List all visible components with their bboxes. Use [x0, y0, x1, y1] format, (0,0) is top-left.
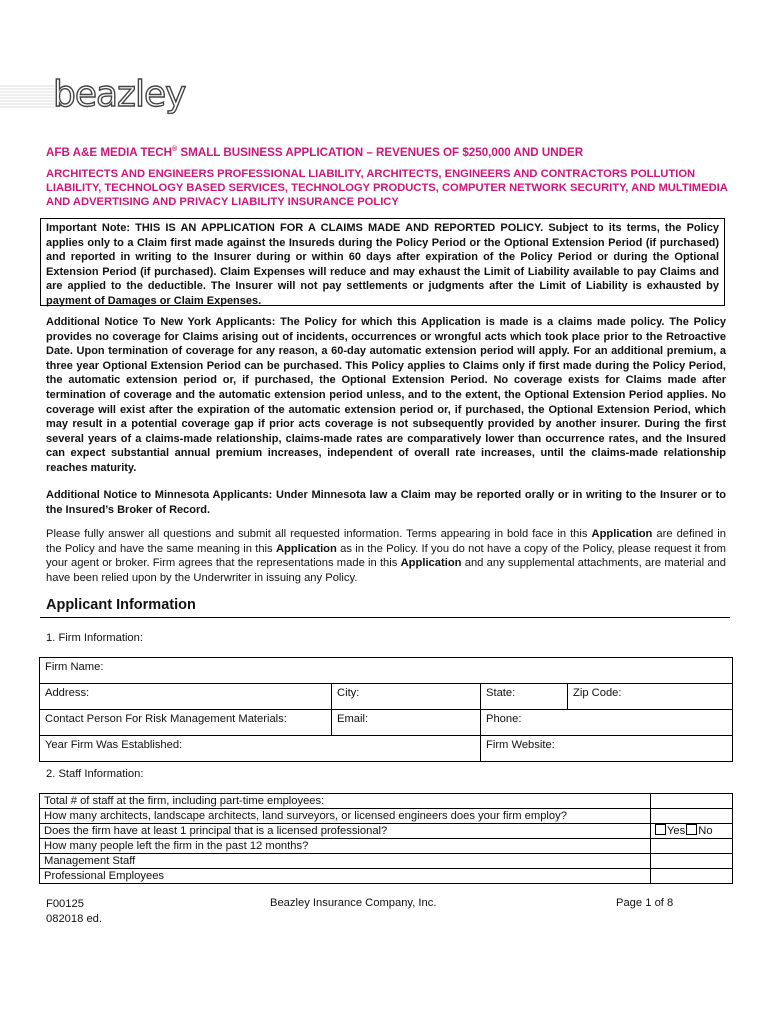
- staff-question-left: How many people left the firm in the past 12 months?: [40, 839, 651, 854]
- no-label: No: [698, 825, 713, 837]
- staff-information-table: [39, 793, 733, 884]
- no-checkbox[interactable]: [686, 824, 697, 835]
- staff-question-principal: Does the firm have at least 1 principal that is a licensed professional?: [40, 824, 651, 839]
- staff-answer-professional[interactable]: [651, 869, 733, 884]
- staff-question-total: Total # of staff at the firm, including part-time employees:: [40, 794, 651, 809]
- important-note: Important Note: THIS IS AN APPLICATION FOR A CLAIMS MADE AND REPORTED POLICY. Subject to its terms, the Policy applies only to a Claim first made against the Insureds during the Policy Period or the Optional Extension Period (if purchased) and reported in writing to the Insurer during or within 60 days after expiration of the Policy Period or during the Optional Extension Period (if purchased). Claim Expenses will reduce and may exhaust the Limit of Liability available to pay Claims and are applied to the deductible. The Insurer will not pay settlements or judgments after the Limit of Liability is exhausted by payment of Damages or Claim Expenses.: [40, 218, 725, 306]
- firm-name-field[interactable]: Firm Name:: [40, 658, 733, 684]
- staff-answer-management[interactable]: [651, 854, 733, 869]
- state-field[interactable]: State:: [481, 684, 568, 710]
- staff-answer-left[interactable]: [651, 839, 733, 854]
- form-title: AFB A&E MEDIA TECH® SMALL BUSINESS APPLICATION – REVENUES OF $250,000 AND UNDER: [46, 146, 584, 159]
- yes-label: Yes: [667, 825, 686, 837]
- staff-answer-total[interactable]: [651, 794, 733, 809]
- question-2-label: 2. Staff Information:: [46, 768, 144, 780]
- form-subtitle: ARCHITECTS AND ENGINEERS PROFESSIONAL LIABILITY, ARCHITECTS, ENGINEERS AND CONTRACTORS POLLUTION LIABILITY, TECHNOLOGY BASED SERVICES, TECHNOLOGY PRODUCTS, COMPUTER NETWORK SECURITY, AND MULTIMEDIA AND ADVERTISING AND PRIVACY LIABILITY INSURANCE POLICY: [46, 168, 728, 208]
- contact-person-field[interactable]: Contact Person For Risk Management Materials:: [40, 710, 332, 736]
- year-established-field[interactable]: Year Firm Was Established:: [40, 736, 481, 762]
- question-1-label: 1. Firm Information:: [46, 632, 143, 644]
- beazley-logo: [0, 74, 200, 114]
- yes-checkbox[interactable]: [655, 824, 666, 835]
- section-heading-applicant-information: Applicant Information: [46, 597, 196, 613]
- form-number: F00125: [46, 898, 84, 910]
- section-divider: [40, 617, 730, 618]
- email-field[interactable]: Email:: [332, 710, 481, 736]
- new-york-notice: Additional Notice To New York Applicants: The Policy for which this Application is made is a claims made policy. The Policy provides no coverage for Claims arising out of incidents, occurrences or wrongful acts which took place prior to the Retroactive Date. Upon termination of coverage for any reason, a 60-day automatic extension period will apply. For an additional premium, a three year Optional Extension Period can be purchased. This Policy applies to Claims only if first made during the Policy Period, the automatic extension period or, if purchased, the Optional Extension Period. No coverage exists for Claims made after termination of coverage and the automatic extension period unless, and to the extent, the Optional Extension Period applies. No coverage will exist after the expiration of the automatic extension period or, if purchased, the Optional Extension Period, which may result in a potential coverage gap if prior acts coverage is not subsequently provided by another insurer. During the first several years of a claims-made relationship, claims-made rates are comparatively lower than occurrence rates, and the Insured can expect substantial annual premium increases, independent of overall rate increases, until the claims-made relationship reaches maturity.: [46, 316, 726, 474]
- phone-field[interactable]: Phone:: [481, 710, 733, 736]
- firm-information-table: [39, 657, 733, 762]
- footer-form-id: [46, 897, 102, 927]
- minnesota-notice: Additional Notice to Minnesota Applicants: Under Minnesota law a Claim may be reported orally or in writing to the Insurer or to the Insured’s Broker of Record.: [46, 489, 726, 516]
- staff-question-management: Management Staff: [40, 854, 651, 869]
- staff-question-licensed: How many architects, landscape architects, land surveyors, or licensed engineers does your firm employ?: [40, 809, 651, 824]
- city-field[interactable]: City:: [332, 684, 481, 710]
- form-edition: 082018 ed.: [46, 913, 102, 925]
- zip-code-field[interactable]: Zip Code:: [568, 684, 733, 710]
- footer-company: Beazley Insurance Company, Inc.: [270, 897, 437, 909]
- footer-page-number: Page 1 of 8: [616, 897, 674, 909]
- address-field[interactable]: Address:: [40, 684, 332, 710]
- staff-question-professional: Professional Employees: [40, 869, 651, 884]
- instructions-paragraph: Please fully answer all questions and submit all requested information. Terms appearing in bold face in this Application are defined in the Policy and have the same meaning in this Application as in the Policy. If you do not have a copy of the Policy, please request it from your agent or broker. Firm agrees that the representations made in this Application and any supplemental attachments, are material and have been relied upon by the Underwriter in issuing any Policy.: [46, 528, 726, 584]
- staff-answer-licensed[interactable]: [651, 809, 733, 824]
- firm-website-field[interactable]: Firm Website:: [481, 736, 733, 762]
- svg-text:beazley: beazley: [53, 74, 186, 114]
- staff-answer-principal: [651, 824, 733, 839]
